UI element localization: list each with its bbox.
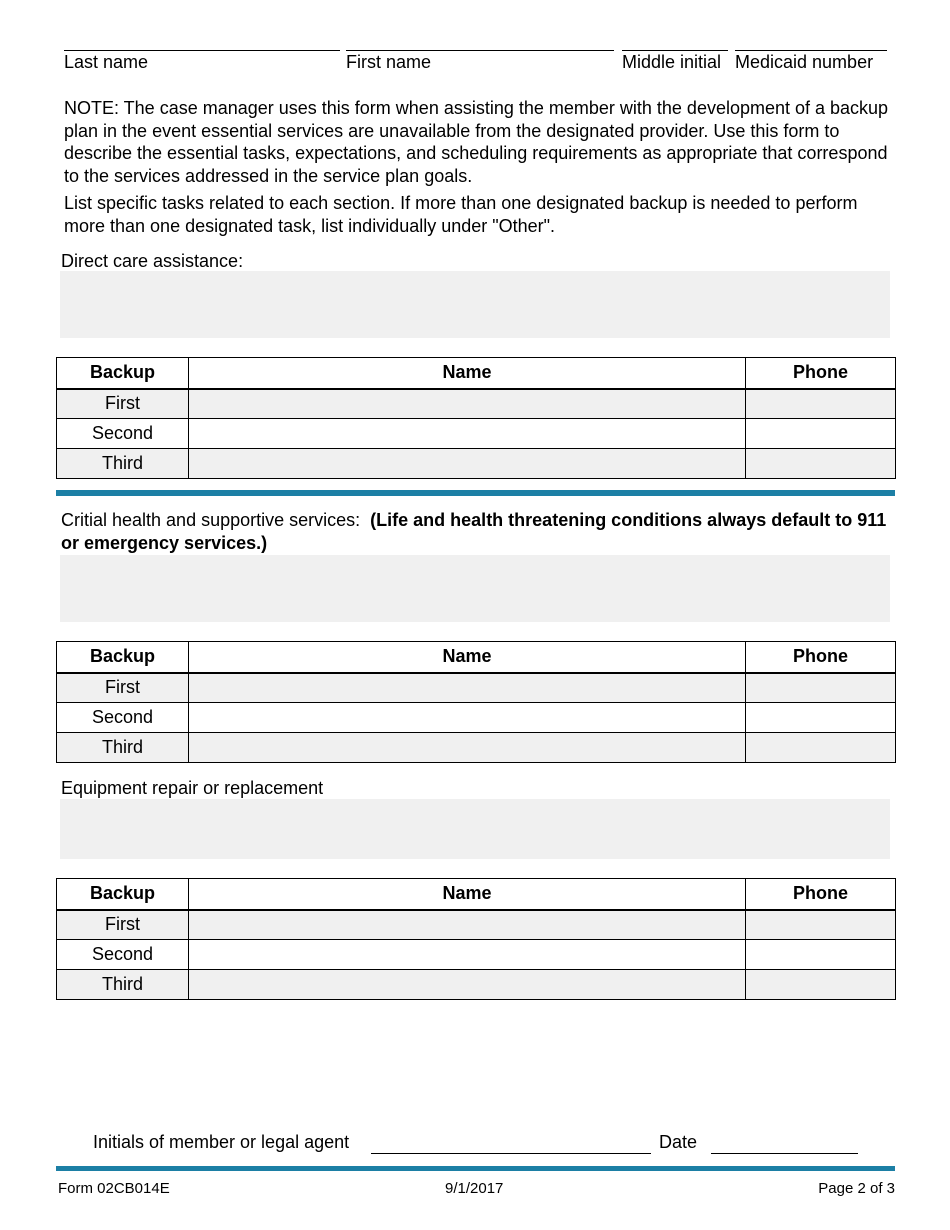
name-header: Name: [189, 358, 746, 389]
critical-health-backup-table: [56, 641, 896, 763]
row-label-third: Third: [57, 733, 189, 763]
equipment-label: Equipment repair or replacement: [61, 778, 324, 798]
direct-care-input[interactable]: [60, 271, 890, 338]
name-input-second[interactable]: [189, 703, 746, 733]
phone-input-third[interactable]: [746, 449, 896, 479]
critical-health-input[interactable]: [60, 555, 890, 622]
row-label-third: Third: [57, 970, 189, 1000]
middle-initial-field[interactable]: [622, 40, 728, 74]
initials-label: Initials of member or legal agent: [93, 1132, 350, 1152]
row-label-first: First: [57, 910, 189, 940]
footer-page-number: Page 2 of 3: [818, 1180, 895, 1197]
direct-care-label: Direct care assistance:: [61, 251, 244, 271]
critical-health-emergency-note: (Life and health threatening conditions always default to 911 or emergency services.): [61, 510, 887, 553]
phone-input-first[interactable]: [746, 389, 896, 419]
equipment-backup-table: [56, 878, 896, 1000]
phone-input-third[interactable]: [746, 733, 896, 763]
name-input-third[interactable]: [189, 733, 746, 763]
date-label: Date: [659, 1132, 698, 1152]
table-row: [57, 910, 896, 940]
phone-input-first[interactable]: [746, 673, 896, 703]
row-label-second: Second: [57, 703, 189, 733]
footer-divider: [56, 1166, 895, 1171]
first-name-line: [346, 50, 614, 51]
first-name-label: First name: [346, 52, 432, 72]
equipment-input[interactable]: [60, 799, 890, 859]
table-header-row: [57, 879, 896, 910]
name-input-third[interactable]: [189, 970, 746, 1000]
table-row: [57, 389, 896, 419]
middle-initial-line: [622, 50, 728, 51]
row-label-second: Second: [57, 419, 189, 449]
phone-header: Phone: [746, 358, 896, 389]
name-input-first[interactable]: [189, 389, 746, 419]
medicaid-number-label: Medicaid number: [735, 52, 874, 72]
critical-health-label: [61, 509, 891, 554]
footer-form-number: Form 02CB014E: [58, 1180, 170, 1197]
row-label-second: Second: [57, 940, 189, 970]
section-divider: [56, 490, 895, 496]
instructions-paragraph: List specific tasks related to each section. If more than one designated backup is needed to perform more than one designated task, list individually under "Other".: [64, 193, 858, 236]
medicaid-number-field[interactable]: [735, 40, 887, 74]
table-row: [57, 673, 896, 703]
date-input[interactable]: [711, 1153, 858, 1154]
row-label-first: First: [57, 673, 189, 703]
backup-header: Backup: [57, 879, 189, 910]
phone-input-second[interactable]: [746, 703, 896, 733]
phone-header: Phone: [746, 642, 896, 673]
last-name-field[interactable]: [64, 40, 340, 74]
name-input-second[interactable]: [189, 940, 746, 970]
critical-health-label-text: Critial health and supportive services:: [61, 510, 361, 530]
phone-input-first[interactable]: [746, 910, 896, 940]
name-input-first[interactable]: [189, 673, 746, 703]
direct-care-backup-table: [56, 357, 896, 479]
last-name-line: [64, 50, 340, 51]
phone-header: Phone: [746, 879, 896, 910]
row-label-first: First: [57, 389, 189, 419]
initials-input[interactable]: [371, 1153, 651, 1154]
table-header-row: [57, 358, 896, 389]
name-header: Name: [189, 642, 746, 673]
table-row: [57, 940, 896, 970]
table-header-row: [57, 642, 896, 673]
name-input-third[interactable]: [189, 449, 746, 479]
backup-header: Backup: [57, 642, 189, 673]
table-row: [57, 703, 896, 733]
table-row: [57, 733, 896, 763]
phone-input-third[interactable]: [746, 970, 896, 1000]
phone-input-second[interactable]: [746, 940, 896, 970]
table-row: [57, 449, 896, 479]
name-input-first[interactable]: [189, 910, 746, 940]
middle-initial-label: Middle initial: [622, 52, 722, 72]
name-input-second[interactable]: [189, 419, 746, 449]
medicaid-number-line: [735, 50, 887, 51]
table-row: [57, 970, 896, 1000]
footer-date: 9/1/2017: [445, 1180, 504, 1197]
row-label-third: Third: [57, 449, 189, 479]
backup-header: Backup: [57, 358, 189, 389]
first-name-field[interactable]: [346, 40, 614, 74]
phone-input-second[interactable]: [746, 419, 896, 449]
name-header: Name: [189, 879, 746, 910]
last-name-label: Last name: [64, 52, 149, 72]
note-paragraph: NOTE: The case manager uses this form when assisting the member with the development of a backup plan in the event essential services are unavailable from the designated provider. Use this form to describe the essential tasks, expectations, and scheduling requirements as appropriate that correspond to the services addressed in the service plan goals.: [64, 98, 889, 186]
table-row: [57, 419, 896, 449]
